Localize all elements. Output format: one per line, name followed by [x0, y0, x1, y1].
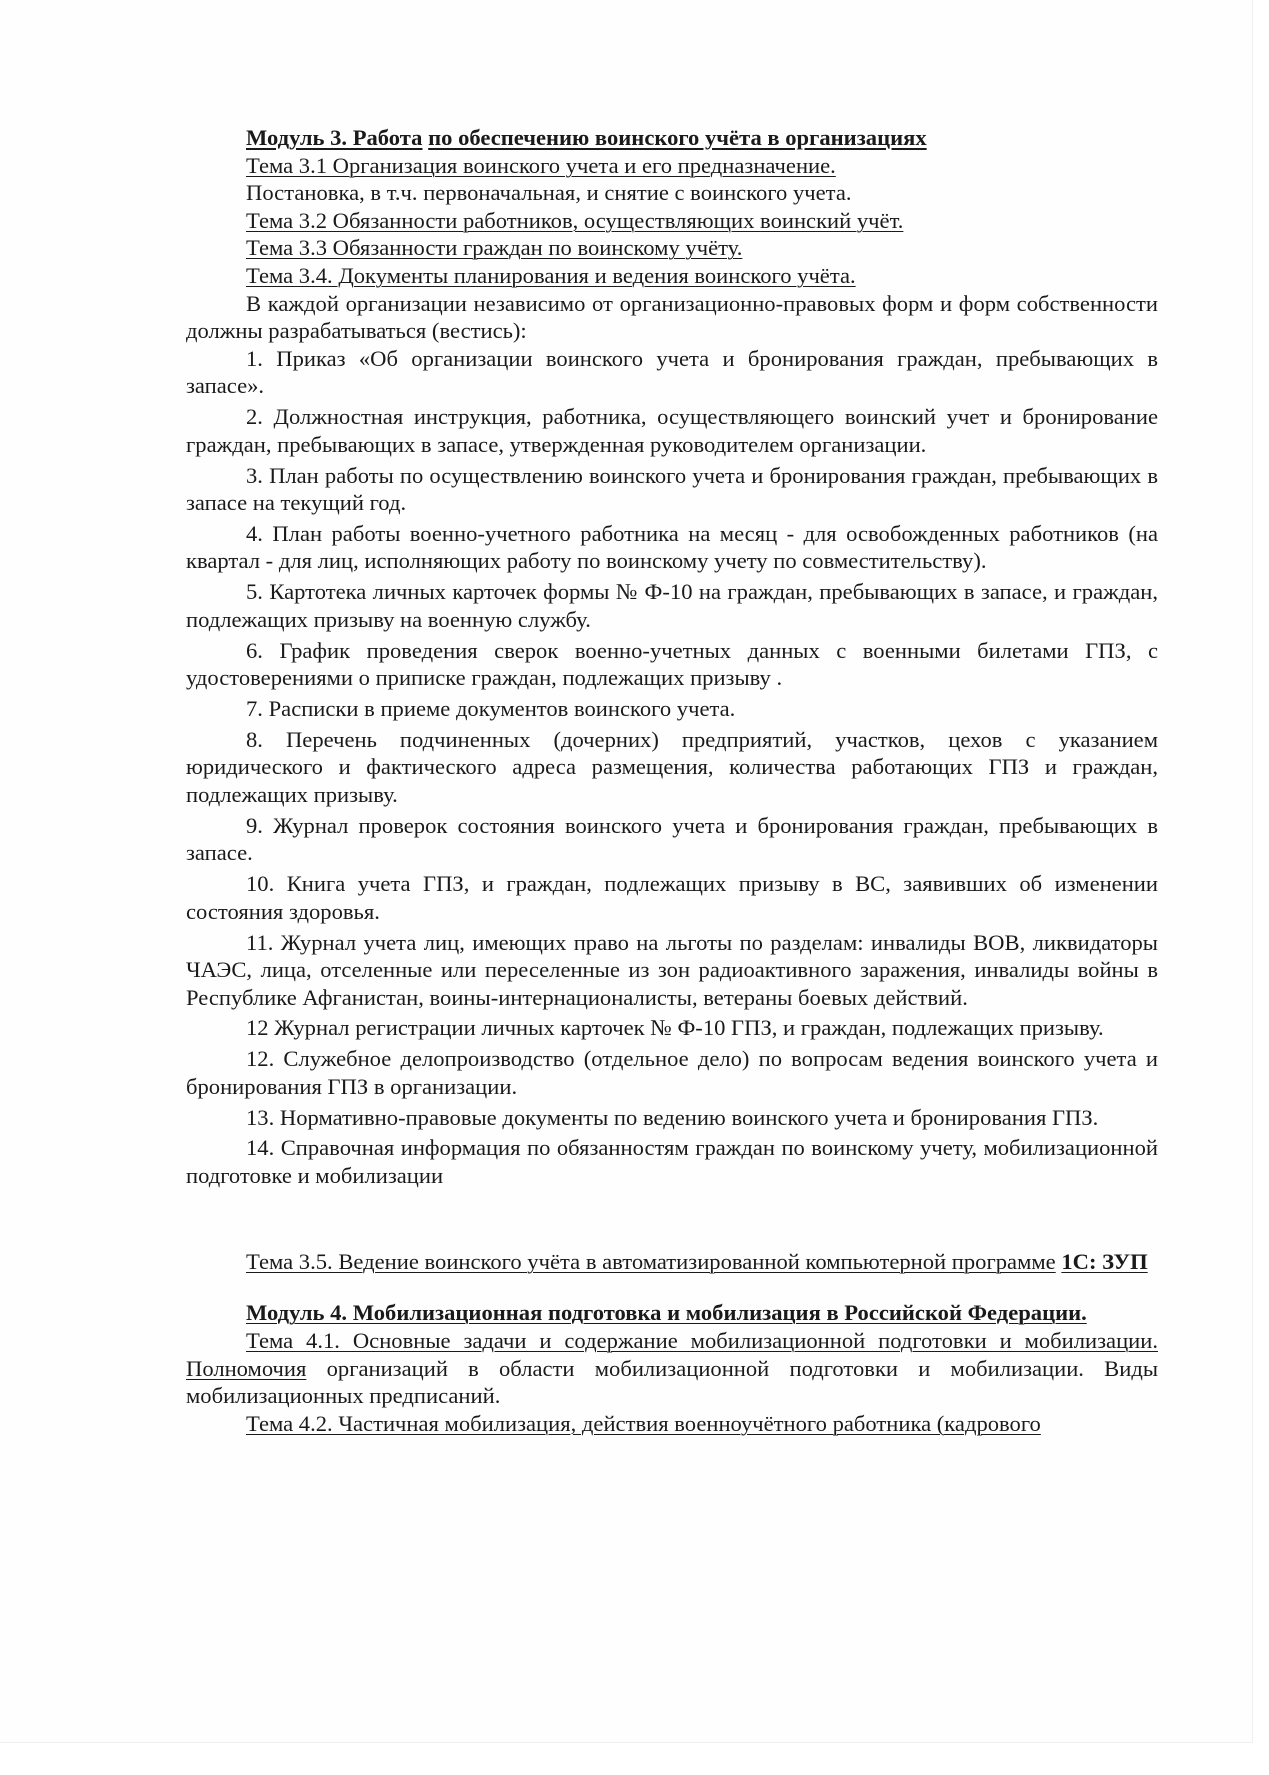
theme-4-1-powers: Полномочия — [186, 1355, 307, 1381]
theme-3-2-label: Тема 3.2 Обязанности работников, осуществляющих воинский учёт. — [246, 207, 904, 233]
spacer — [186, 1275, 1158, 1299]
documents-intro: В каждой организации независимо от организационно-правовых форм и форм собственности должны разрабатываться (вестись): — [186, 290, 1158, 344]
document-item: 9. Журнал проверок состояния воинского учета и бронирования граждан, пребывающих в запасе. — [186, 812, 1158, 866]
theme-4-2-label: Тема 4.2. Частичная мобилизация, действия военноучётного работника (кадрового — [246, 1410, 1041, 1436]
theme-3-5-program: 1С: ЗУП — [1061, 1248, 1148, 1274]
module-4-heading-text: Модуль 4. Мобилизационная подготовка и мобилизация в Российской Федерации. — [246, 1300, 1087, 1326]
theme-4-1-label: Тема 4.1. Основные задачи и содержание мобилизационной подготовки и мобилизации. — [246, 1327, 1158, 1353]
documents-list — [186, 345, 1158, 1190]
theme-3-5-label: Тема 3.5. Ведение воинского учёта в автоматизированной компьютерной программе — [246, 1248, 1056, 1274]
document-item: 6. График проведения сверок военно-учетных данных с военными билетами ГПЗ, с удостоверениями о приписке граждан, подлежащих призыву . — [186, 637, 1158, 691]
theme-4-2 — [186, 1410, 1158, 1438]
module-3-heading-part1: Модуль 3. Работа — [246, 125, 423, 150]
theme-4-1 — [186, 1327, 1158, 1410]
document-item: 10. Книга учета ГПЗ, и граждан, подлежащих призыву в ВС, заявивших об изменении состояния здоровья. — [186, 871, 1158, 924]
theme-3-4 — [186, 262, 1158, 290]
document-item: 3. План работы по осуществлению воинского учета и бронирования граждан, пребывающих в запасе на текущий год. — [186, 462, 1158, 516]
document-body — [186, 124, 1158, 1437]
document-item: 12 Журнал регистрации личных карточек № Ф-10 ГПЗ, и граждан, подлежащих призыву. — [246, 1015, 1104, 1041]
document-item: 5. Картотека личных карточек формы № Ф-10 на граждан, пребывающих в запасе, и граждан, подлежащих призыву на военную службу. — [186, 579, 1158, 632]
document-item: 12. Служебное делопроизводство (отдельное дело) по вопросам ведения воинского учета и бронирования ГПЗ в организации. — [186, 1046, 1158, 1099]
document-item: 4. План работы военно-учетного работника на месяц - для освобожденных работников (на квартал - для лиц, исполняющих работу по воинскому учету по совместительству). — [186, 520, 1158, 574]
document-item: 1. Приказ «Об организации воинского учета и бронирования граждан, пребывающих в запасе». — [186, 345, 1158, 399]
document-item: 13. Нормативно-правовые документы по ведению воинского учета и бронирования ГПЗ. — [246, 1104, 1099, 1130]
module-3-heading-part2: по обеспечению воинского учёта в организациях — [428, 125, 927, 150]
document-item: 11. Журнал учета лиц, имеющих право на льготы по разделам: инвалиды ВОВ, ликвидаторы ЧАЭС, лица, отселенные или переселенные из зон радиоактивного заражения, инвалиды войны в Республике Афганистан, воины-интернационалисты, ветераны боевых действий. — [186, 929, 1158, 1010]
theme-3-1-label: Тема 3.1 Организация воинского учета и его предназначение. — [246, 152, 836, 178]
module-3-heading — [186, 124, 1158, 152]
theme-3-1 — [186, 152, 1158, 180]
document-item: 14. Справочная информация по обязанностям граждан по воинскому учету, мобилизационной подготовке и мобилизации — [186, 1135, 1158, 1188]
spacer — [186, 1193, 1158, 1248]
theme-3-3 — [186, 234, 1158, 262]
document-item: 2. Должностная инструкция, работника, осуществляющего воинский учет и бронирование граждан, пребывающих в запасе, утвержденная руководителем организации. — [186, 404, 1158, 457]
module-4-heading — [186, 1299, 1158, 1327]
theme-4-1-rest: организаций в области мобилизационной подготовки и мобилизации. Виды мобилизационных предписаний. — [186, 1355, 1158, 1409]
theme-3-1-note: Постановка, в т.ч. первоначальная, и снятие с воинского учета. — [246, 180, 852, 206]
theme-3-3-label: Тема 3.3 Обязанности граждан по воинскому учёту. — [246, 235, 743, 261]
theme-3-2 — [186, 207, 1158, 235]
theme-3-5 — [186, 1248, 1158, 1276]
document-item: 8. Перечень подчиненных (дочерних) предприятий, участков, цехов с указанием юридического и фактического адреса размещения, количества работающих ГПЗ и граждан, подлежащих призыву. — [186, 726, 1158, 807]
theme-3-4-label: Тема 3.4. Документы планирования и ведения воинского учёта. — [246, 262, 856, 288]
document-item: 7. Расписки в приеме документов воинского учета. — [246, 696, 736, 721]
